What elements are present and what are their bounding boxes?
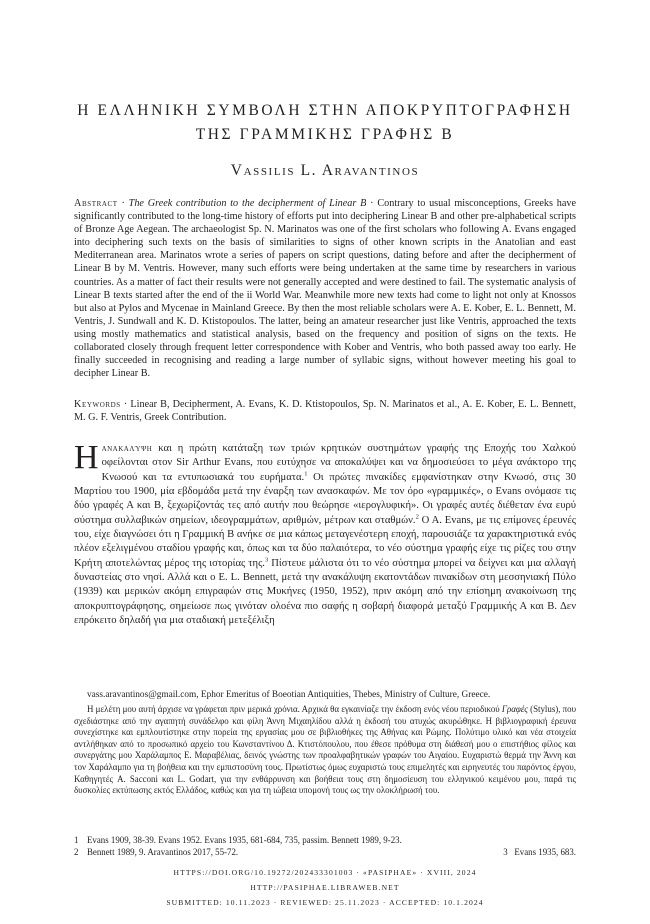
keywords-text: · Linear B, Decipherment, A. Evans, K. D. Ktistopoulos, Sp. N. Marinatos et al., A. E. Kober, E. L. Bennett, M. G. F. Ventris, Greek Contribution.: [74, 399, 576, 424]
author-name: Vassilis L. Aravantinos: [230, 162, 420, 179]
abstract-label: Abstract: [74, 198, 118, 209]
footnote-2-text: Bennett 1989, 9. Aravantinos 2017, 55-72.: [87, 847, 239, 857]
lead-word: ανακαλύψη: [101, 443, 153, 454]
footnote-ref-1[interactable]: 1: [304, 470, 308, 478]
ack-text-pre: Η μελέτη μου αυτή άρχισε να γράφεται πριν μερικά χρόνια. Αρχικά θα εγκαινίαζε την έκδοση ενός νέου περιοδικού: [87, 704, 502, 714]
drop-cap: Η: [74, 439, 99, 476]
body-paragraph-part-4: Πίστευε μάλιστα ότι το νέο σύστημα μπορεί να δείχνει και μια αλλαγή δυναστείας στο νησί. Αλλά και ο E. L. Bennett, μετά την ανακάλυψη εκατοντάδων πινακίδων στη μεσσηνιακή Πύλο (1939) και μερικών ακόμη επιγραφών στις Μυκήνες (1950, 1952), πριν ακόμη από την επίσημη ανακοίνωση της αποκρυπτογράφησης, σημείωσε πως γινόταν ολοένα πιο σαφής η σοβαρή διαφορά μεταξύ Γραμμικής Α και Β. Δεν επρόκειτο δηλαδή για μια σταδιακή μετεξέλιξη: [74, 557, 576, 627]
article-title-line-1: Η ΕΛΛΗΝΙΚΗ ΣΥΜΒΟΛΗ ΣΤΗΝ ΑΠΟΚΡΥΠΤΟΓΡΑΦΗΣΗ: [77, 102, 573, 119]
footnote-1-text: Evans 1909, 38-39. Evans 1952. Evans 1935, 681-684, 735, passim. Bennett 1989, 9-23.: [87, 835, 402, 845]
acknowledgement-note: [74, 704, 576, 797]
keywords-label: Keywords: [74, 399, 121, 410]
body-paragraph-part-1: και η πρώτη κατάταξη των τριών κρητικών συστημάτων γραφής της Εποχής του Χαλκού οφείλονται στον Sir Arthur Evans, που ευτύχησε να αποκαλύψει και να δημοσιεύσει το μέγα ανάκτορο της Κνωσού και τα εντυπωσιακά του ευρήματα.: [101, 443, 576, 483]
article-title-line-2: ΤΗΣ ΓΡΑΜΜΙΚΗΣ ΓΡΑΦΗΣ Β: [195, 126, 455, 143]
footer-dates-line: SUBMITTED: 10.11.2023 · REVIEWED: 25.11.2023 · ACCEPTED: 10.1.2024: [166, 898, 484, 907]
abstract-english-title: The Greek contribution to the decipherment of Linear B: [128, 198, 367, 209]
footnote-1-number: 1: [74, 835, 79, 845]
body-text: [74, 439, 576, 628]
abstract-text: · Contrary to usual misconceptions, Greeks have significantly contributed to the long-time history of efforts put into deciphering Linear B and other pre-alphabetical scripts of Bronze Age Aegean. The archaeologist Sp. N. Marinatos was one of the first scholars who following A. Evans engaged into deciphering such texts on the basis of similarities to signs of other known scripts in the Anatolian and east Mediterranean area. Marinatos wrote a series of papers on script questions, dating before and after the decipherment of Linear B by M. Ventris. However, many such efforts were being undertaken at the same time by researchers in various countries. As a matter of fact their results were not generally accepted and were destined to fail. The systematic analysis of Linear B texts started after the end of the ii World War. Meanwhile more new texts had come to light not only at Knossos but also at Pylos and Mycenae in Mainland Greece. By then the most reliable scholars were A. E. Kober, E. L. Bennett, M. Ventris, J. Sundwall and K. D. Ktistopoulos. The latter, being an amateur researcher just like Ventris, approached the texts using mostly mathematics and statistical analysis, based on the frequency and position of signs on the texts. He collaborated closely through frequent letter correspondence with Kober and Ventris, who both passed away too early. He finally succeeded in recognising and reading a large number of syllabic signs, without however meeting his goal to decipher Linear B.: [74, 198, 576, 380]
footnote-ref-3[interactable]: 3: [264, 556, 269, 564]
body-paragraph-part-3: Ο Α. Evans, με τις επίμονες έρευνές του, είχε διαγνώσει ότι η Γραμμική Β ανήκε σε μια κάπως μεταγενέστερη εποχή, παρουσιάζε τα χαρακτηριστικά ενός πλέον εξελιγμένου σταδίου γραφής και, όπως και τα δύο παλαιότερα, το νέο σύστημα γραφής είχε τις ρίζες του στην Κρήτη αποτελώντας μέρος της ιστορίας της.: [74, 514, 576, 569]
abstract: [74, 197, 576, 380]
footer-url-line[interactable]: HTTP://PASIPHAE.LIBRAWEB.NET: [250, 883, 400, 892]
footnote-3-number: 3: [503, 847, 508, 857]
ack-text-post: (Stylus), που σχεδιάστηκε από την αγαπητή συνάδελφο και φίλη Άννη Μιχαηλίδου αλλά η έκδοσή του ατυχώς ακυρώθηκε. Η βιβλιογραφική έρευνα συνεχίστηκε και εμπλουτίστηκε στην πορεία της εργασίας μου σε βιβλιοθήκες της Αθήνας και Ρώμης. Πολύτιμο υλικό και νέα στοιχεία αντλήθηκαν από το προσωπικό αρχείο του Κωνσταντίνου Δ. Κτιστόπουλου, που έθεσε πρόθυμα στη διάθεσή μου ο επιστήθιος φίλος και συνεργάτης μου Χαράλαμπος Ε. Μαραβέλιας, δεινός γνώστης των προαλφαβητικών γραφών του Αιγαίου. Ευχαριστώ θερμά την Άννη και τον Χαράλαμπο για τη βοήθεια και την εμπιστοσύνη τους. Πρωτίστως όμως ευχαριστώ τους επιμελητές και ειρηνευτές του παρόντος έργου, Καθηγητές A. Sacconi και L. Godart, για την ενθάρρυνση και βοήθεια τους στη δημοσίευση του ελληνικού κειμένου μου, παρά τις δυσκολίες εκτύπωσης εκτός Ελλάδος, καθώς και για τη ιώβεια υπομονή τους ως την ολοκλήρωσή του.: [74, 704, 576, 796]
footer-doi-line[interactable]: HTTPS://DOI.ORG/10.19272/202433301003 · «PASIPHAE» · XVIII, 2024: [173, 868, 477, 877]
body-paragraph-part-2: Οι πρώτες πινακίδες εμφανίστηκαν στην Κνωσό, στις 30 Μαρτίου του 1900, μία εβδομάδα μετά την έναρξη των ανασκαφών. Με τον όρο «γραμμικές», ο Evans ονόμασε τις δύο γραφές Α και Β, ξεχωρίζοντάς τες από αυτήν που θεώρησε «ιερογλυφική». Οι γραφές αυτές διέθεταν ένα ευρύ σύστημα συλλαβικών σημείων, ιδεογραμμάτων, αριθμών, μέτρων και σταθμών.: [74, 471, 576, 526]
footnote-ref-2[interactable]: 2: [415, 513, 419, 521]
footnote-3: [483, 847, 576, 857]
footnote-1: [74, 835, 576, 846]
footnote-2-number: 2: [74, 847, 79, 857]
footnote-3-text: Evans 1935, 683.: [514, 847, 576, 857]
keywords: [74, 398, 576, 424]
author-affiliation: vass.aravantinos@gmail.com, Ephor Emeritus of Boeotian Antiquities, Thebes, Ministry of Culture, Greece.: [87, 690, 491, 700]
ack-journal-name: Γραφές: [501, 704, 528, 714]
abstract-separator: ·: [117, 198, 129, 209]
